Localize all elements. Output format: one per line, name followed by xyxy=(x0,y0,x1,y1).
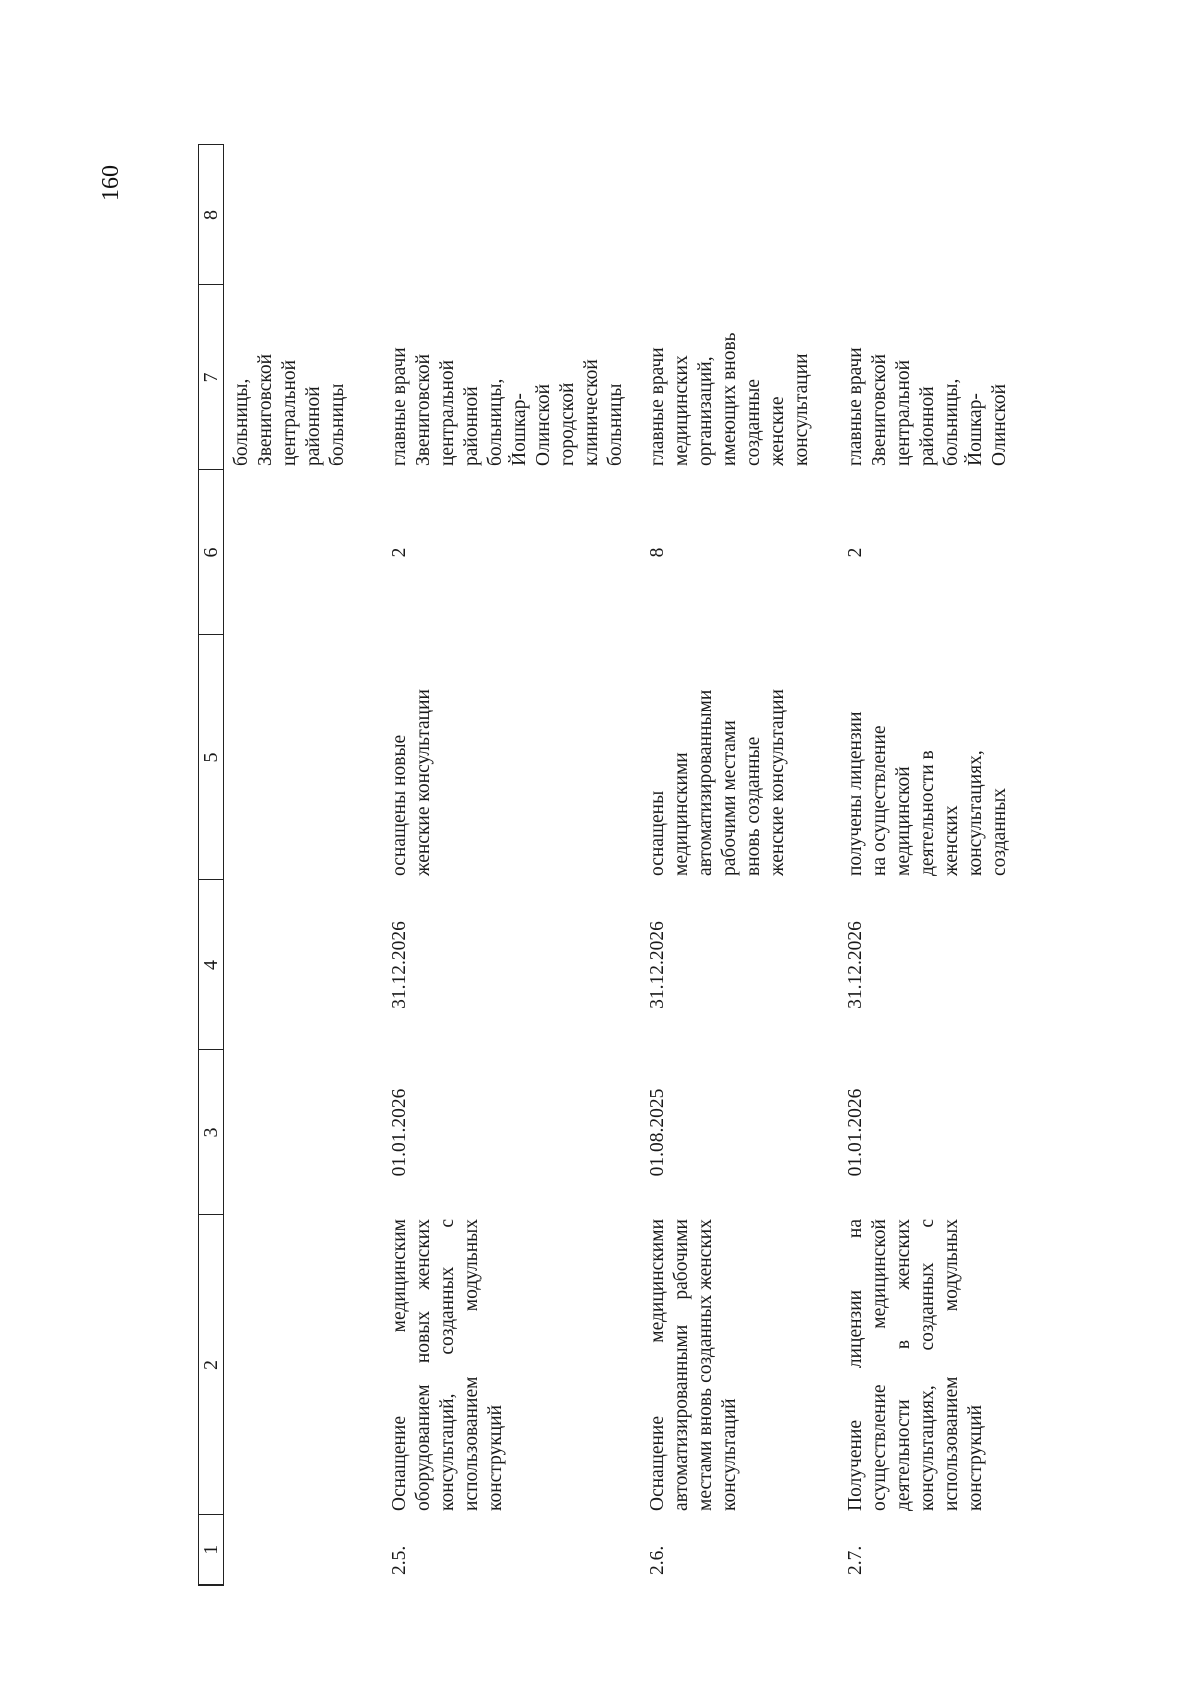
start-date-cell: 01.08.2025 xyxy=(647,1088,668,1177)
responsible-cell: главные врачи Звениговской центральной районной больницы, Йошкар- Олинской xyxy=(845,347,1010,466)
responsible-cell: главные врачи медицинских организаций, имеющих вновь созданные женские консультации xyxy=(647,332,812,466)
result-cell: оснащены медицинскими автоматизированными рабочими местами вновь созданные женские консультации xyxy=(647,689,788,876)
start-date-cell: 01.01.2026 xyxy=(845,1088,866,1177)
column-8-cell xyxy=(370,145,628,285)
item-number-cell: 2.6. xyxy=(647,1545,668,1575)
result-cell: получены лицензии на осуществление медицинской деятельности в женских консультациях, созданных xyxy=(845,711,1010,876)
table-row xyxy=(628,145,826,1585)
result-cell: оснащены новые женские консультации xyxy=(389,689,434,876)
activity-name-cell: Получение лицензии на осуществление медицинской деятельности в женских консультациях, созданных с использованием модульных конструкций xyxy=(845,1219,986,1511)
end-date-cell: 31.12.2026 xyxy=(845,921,866,1009)
responsible-cell: главные врачи Звениговской центральной районной больницы, Йошкар- Олинской городской клинической больницы xyxy=(389,347,626,466)
plan-table xyxy=(198,145,1012,1587)
column-number-row xyxy=(199,145,224,1585)
count-cell: 8 xyxy=(647,547,668,558)
column-number-4: 4 xyxy=(199,880,224,1050)
column-number-2: 2 xyxy=(199,1215,224,1515)
activity-name-cell: Оснащение медицинскими автоматизированными рабочими местами вновь созданных женских консультаций xyxy=(647,1219,740,1511)
end-date-cell: 31.12.2026 xyxy=(647,921,668,1009)
column-number-3: 3 xyxy=(199,1050,224,1215)
column-number-8: 8 xyxy=(199,145,224,285)
table-row xyxy=(826,145,1012,1585)
count-cell: 2 xyxy=(389,547,410,558)
responsible-cell: больницы, Звениговской центральной районной больницы xyxy=(231,353,348,466)
count-cell: 2 xyxy=(845,547,866,558)
activity-name-cell: Оснащение медицинским оборудованием новых женских консультаций, созданных с использованием модульных конструкций xyxy=(389,1219,506,1511)
table-row xyxy=(370,145,628,1585)
page-number: 160 xyxy=(98,165,124,201)
table-row-continuation xyxy=(224,145,371,1585)
column-number-7: 7 xyxy=(199,285,224,470)
end-date-cell: 31.12.2026 xyxy=(389,921,410,1009)
column-8-cell xyxy=(628,145,826,285)
plan-table-wrapper xyxy=(198,146,1010,1586)
column-number-5: 5 xyxy=(199,635,224,880)
item-number-cell: 2.7. xyxy=(845,1545,866,1575)
column-number-1: 1 xyxy=(199,1515,224,1585)
start-date-cell: 01.01.2026 xyxy=(389,1088,410,1177)
column-8-cell xyxy=(826,145,1012,285)
item-number-cell: 2.5. xyxy=(389,1545,410,1575)
column-number-6: 6 xyxy=(199,470,224,635)
